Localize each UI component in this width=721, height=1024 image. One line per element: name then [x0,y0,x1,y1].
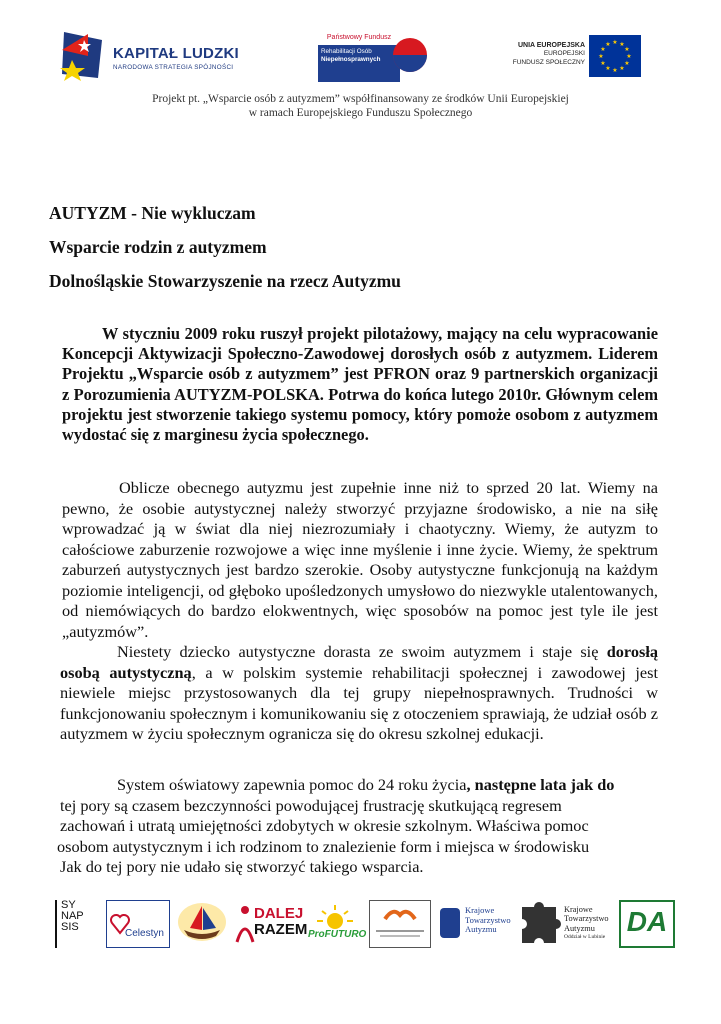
kta1-l1: Krajowe [465,905,495,915]
kta-logo-2 [518,900,614,948]
p4-line1a: System oświatowy zapewnia pomoc do 24 roku życia [117,775,467,794]
svg-text:★: ★ [605,41,611,48]
synapsis-l2: NAP [61,910,84,922]
kta2-l3: Autyzmu [564,923,595,933]
p3-start: Niestety dziecko autystyczne dorasta ze swoim autyzmem i staje się [117,642,607,661]
pfron-logo [318,30,428,85]
profuturo-label: ProFUTURO [308,929,367,940]
pfron-box [318,45,400,82]
eu-flag-icon [589,35,641,77]
celestyn-logo [106,900,170,948]
kapital-ludzki-subtitle: NARODOWA STRATEGIA SPÓJNOŚCI [113,64,234,71]
pfron-line3: Niepełnosprawnych [321,56,381,64]
kapital-ludzki-title: KAPITAŁ LUDZKI [113,45,239,62]
paragraph-niestety [60,642,658,745]
svg-text:★: ★ [626,53,632,60]
kta2-l4: Oddział w Lubinie [564,933,606,940]
hands-icon [383,907,417,925]
paragraph-system [57,775,670,878]
svg-text:★: ★ [598,53,604,60]
p3-end: , a w polskim systemie rehabilitacji społecznej i zawodowej jest niewiele miejsc przystosowanych dla tej grupy niepełnosprawnych. Trudności w funkcjonowaniu społecznym i komunikowaniu się z otoczeniem sprawiają, że udział osób z autyzmem w życiu społecznym ogranicza się do okresu szkolnej edukacji. [60,662,658,743]
pfron-circle-icon [393,38,427,72]
p4-line3: zachowań i utratą umiejętności zdobytych w okresie szkolnym. Właściwa pomoc [60,816,589,835]
paragraph-oblicze: Oblicze obecnego autyzmu jest zupełnie inne niż to sprzed 20 lat. Wiemy na pewno, że osobie autystycznej należy stworzyć przyjazne środowisko, a nie na siłę wprowadzać ją w świat dla niej niezrozumiały i chaotyczny. Wiemy, że autyzm to całościowe zaburzenie rozwojowe a więc inne myślenie i inne życie. Wiemy, że spektrum zaburzeń autystycznych jest bardzo szerokie. Osoby autystyczne funkcjonują na każdym poziomie inteligencji, od głęboko upośledzonych umysłowo do niezwykle utalentowanych, od niemówiących do bardzo elokwentnych, więc sposobów na pomoc jest tyle ile jest „autyzmów”. [62,478,658,641]
svg-text:★: ★ [605,65,611,72]
puzzle-icon [440,908,460,938]
project-line-2: w ramach Europejskiego Funduszu Społecznego [248,107,473,119]
project-line-1: Projekt pt. „Wsparcie osób z autyzmem” współfinansowany ze środków Unii Europejskiej [152,93,569,105]
profuturo-logo [306,900,367,948]
svg-text:★: ★ [624,46,630,53]
da-label: DA [626,906,668,937]
p4-line4: osobom autystycznym i ich rodzinom to znalezienie form i miejsca w środowisku [57,836,590,856]
kta1-l2: Towarzystwo [465,914,511,925]
p3-bold: dorosłą osobą autystyczną [60,642,658,682]
sailing-logo [176,900,228,948]
intro-bold-paragraph: W styczniu 2009 roku ruszył projekt pilotażowy, mający na celu wypracowanie Koncepcji Aktywizacji Społeczno-Zawodowej dorosłych osób z autyzmem. Liderem Projektu „Wsparcie osób z autyzmem” jest PFRON oraz 9 partnerskich organizacji z Porozumienia AUTYZM-POLSKA. Potrwa do końca lutego 2010r. Głównym celem projektu jest stworzenie takiego systemu pomocy, który pomoże osobom z autyzmem wydostać się z marginesu życia społecznego. [62,324,658,445]
title-stowarzyszenie: Dolnośląskie Stowarzyszenie na rzecz Autyzmu [49,271,401,291]
svg-text:★: ★ [600,46,606,53]
kta2-l2: Towarzystwo [564,914,609,924]
svg-text:★: ★ [612,39,618,46]
title-wsparcie: Wsparcie rodzin z autyzmem [49,237,267,257]
eu-line3: FUNDUSZ SPOŁECZNY [512,58,585,66]
synapsis-logo [55,900,91,948]
kta-logo-1 [438,900,510,948]
p4-line2: tej pory są czasem bezczynności powodującej frustrację skutkującą regresem [60,795,562,815]
people-icon [234,904,256,944]
svg-text:★: ★ [619,41,625,48]
p4-line5: Jak do tej pory nie udało się stworzyć takiego wsparcia. [60,857,424,876]
celestyn-label: Celestyn [125,928,164,939]
eu-line2: EUROPEJSKI [543,50,585,58]
da-logo [619,900,675,948]
puzzle-piece-icon [518,901,562,947]
kta1-l3: Autyzmu [465,924,497,934]
pfron-line1: Państwowy Fundusz [326,34,392,41]
p4-line1b: , następne lata jak do [466,775,615,794]
svg-text:★: ★ [619,65,625,72]
dalej-label: DALEJ [254,905,304,922]
eu-logo-text [505,42,585,67]
dalej-razem-logo [234,900,308,948]
svg-text:★: ★ [600,60,606,67]
kapital-ludzki-logo-mark [58,30,108,84]
sun-icon [315,903,355,929]
eu-line1: UNIA EUROPEJSKA [517,42,585,49]
svg-text:★: ★ [624,60,630,67]
synapsis-l3: SIS [61,921,79,933]
razem-label: RAZEM [254,921,308,938]
kta2-l1: Krajowe [564,905,593,914]
kapital-ludzki-logo [113,45,239,71]
pfron-line2: Rehabilitacji Osób [321,48,372,55]
svg-text:★: ★ [612,67,618,74]
title-autyzm: AUTYZM - Nie wykluczam [49,203,256,223]
organization-logo [369,900,431,948]
synapsis-l1: SY [61,899,76,911]
